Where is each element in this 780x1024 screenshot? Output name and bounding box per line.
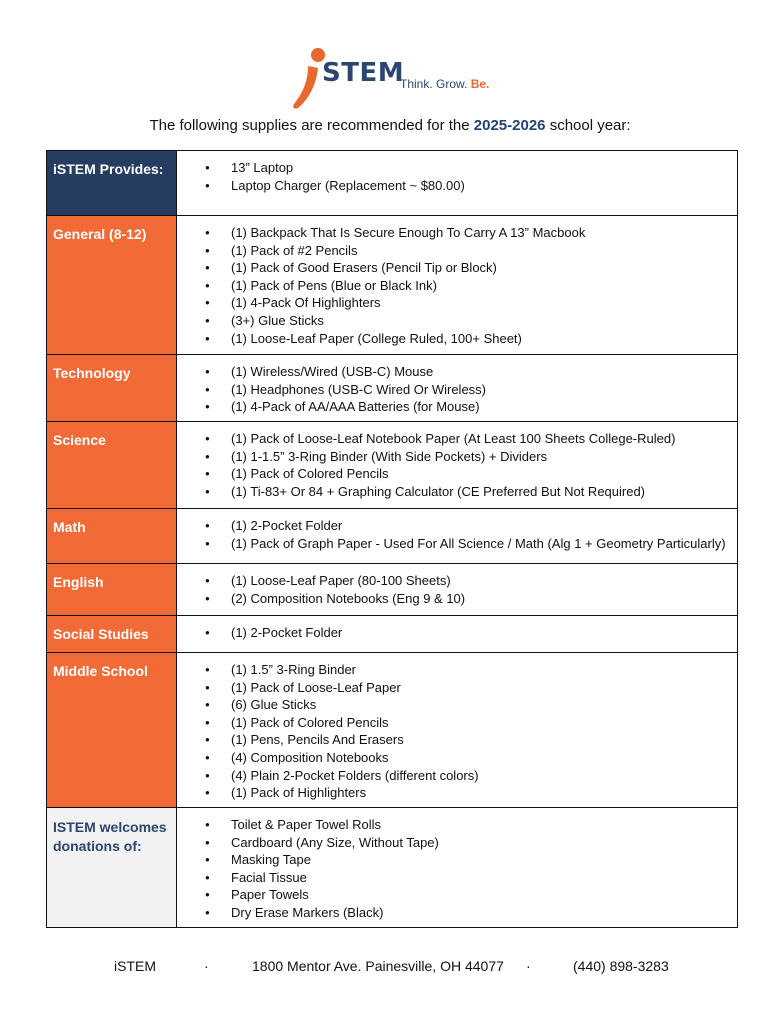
supplies-table [46,150,738,928]
category-social-studies: Social Studies [47,616,177,653]
list-item: ● Dry Erase Markers (Black) [205,904,731,922]
category-general: General (8-12) [47,216,177,355]
list-item: ● (1) 2-Pocket Folder [205,517,731,535]
intro-after: school year: [549,117,631,134]
list-item: ● (4) Composition Notebooks [205,749,731,767]
items-middle-school [177,653,738,808]
row-technology [47,355,738,422]
item-list [205,624,731,642]
item-list [205,363,731,416]
item-list [205,159,731,194]
footer [0,958,780,978]
item-list [205,661,731,802]
footer-address: 1800 Mentor Ave. Painesville, OH 44077 [252,958,504,974]
list-item: ● 13” Laptop [205,159,731,177]
list-item: ● (1) 2-Pocket Folder [205,624,731,642]
school-year: 2025-2026 [473,117,546,134]
list-item: ● (6) Glue Sticks [205,696,731,714]
items-math [177,509,738,564]
item-list [205,430,731,500]
list-item: ● Cardboard (Any Size, Without Tape) [205,834,731,852]
footer-name: iSTEM [114,958,156,974]
logo-tagline-accent: Be. [470,77,490,91]
list-item: ● (1) Pack of Pens (Blue or Black Ink) [205,277,731,295]
category-donations: ISTEM welcomes donations of: [47,808,177,928]
footer-phone: (440) 898-3283 [573,958,669,974]
list-item: ● (1) 4-Pack of AA/AAA Batteries (for Mouse) [205,398,731,416]
category-science: Science [47,422,177,509]
category-istem-provides: iSTEM Provides: [47,151,177,216]
list-item: ● (1) 1-1.5” 3-Ring Binder (With Side Pockets) + Dividers [205,448,731,466]
items-technology [177,355,738,422]
list-item: ● (1) Ti-83+ Or 84 + Graphing Calculator (CE Preferred But Not Required) [205,483,731,501]
list-item: ● (1) Pack of Good Erasers (Pencil Tip or Block) [205,259,731,277]
list-item: ● (1) Pack of Loose-Leaf Paper [205,679,731,697]
logo-tagline [400,77,489,91]
list-item: ● (1) 4-Pack Of Highlighters [205,294,731,312]
list-item: ● (1) Pack of Loose-Leaf Notebook Paper (At Least 100 Sheets College-Ruled) [205,430,731,448]
row-middle-school [47,653,738,808]
row-english [47,564,738,616]
list-item: ● (1) 1.5” 3-Ring Binder [205,661,731,679]
list-item: ● Masking Tape [205,851,731,869]
category-middle-school: Middle School [47,653,177,808]
row-social-studies [47,616,738,653]
items-istem-provides [177,151,738,216]
footer-separator: · [204,958,209,974]
list-item: ● (1) Pens, Pencils And Erasers [205,731,731,749]
list-item: ● (1) Pack of #2 Pencils [205,242,731,260]
items-donations [177,808,738,928]
list-item: ● Paper Towels [205,886,731,904]
item-list [205,816,731,922]
list-item: ● (4) Plain 2-Pocket Folders (different colors) [205,767,731,785]
logo-tagline-text: Think. Grow. [400,77,468,91]
list-item: ● (1) Headphones (USB-C Wired Or Wireless) [205,381,731,399]
category-technology: Technology [47,355,177,422]
list-item: ● (1) Loose-Leaf Paper (College Ruled, 100+ Sheet) [205,330,731,348]
row-donations [47,808,738,928]
list-item: ● (1) Loose-Leaf Paper (80-100 Sheets) [205,572,731,590]
list-item: ● (3+) Glue Sticks [205,312,731,330]
list-item: ● (1) Backpack That Is Secure Enough To Carry A 13” Macbook [205,224,731,242]
list-item: ● (1) Wireless/Wired (USB-C) Mouse [205,363,731,381]
items-english [177,564,738,616]
list-item: ● (1) Pack of Graph Paper - Used For All Science / Math (Alg 1 + Geometry Particularly) [205,535,731,553]
list-item: ● Facial Tissue [205,869,731,887]
row-science [47,422,738,509]
item-list [205,517,731,552]
list-item: ● (1) Pack of Highlighters [205,784,731,802]
items-science [177,422,738,509]
intro-before: The following supplies are recommended for the [149,117,470,134]
intro-sentence [0,117,780,134]
logo-brand-text: STEM [322,58,405,88]
row-istem-provides [47,151,738,216]
category-english: English [47,564,177,616]
list-item: ● (2) Composition Notebooks (Eng 9 & 10) [205,590,731,608]
category-math: Math [47,509,177,564]
item-list [205,572,731,607]
items-general [177,216,738,355]
list-item: ● (1) Pack of Colored Pencils [205,714,731,732]
row-math [47,509,738,564]
item-list [205,224,731,347]
items-social-studies [177,616,738,653]
row-general [47,216,738,355]
list-item: ● Toilet & Paper Towel Rolls [205,816,731,834]
footer-separator: · [526,958,531,974]
istem-logo [288,46,508,112]
list-item: ● Laptop Charger (Replacement ~ $80.00) [205,177,731,195]
list-item: ● (1) Pack of Colored Pencils [205,465,731,483]
